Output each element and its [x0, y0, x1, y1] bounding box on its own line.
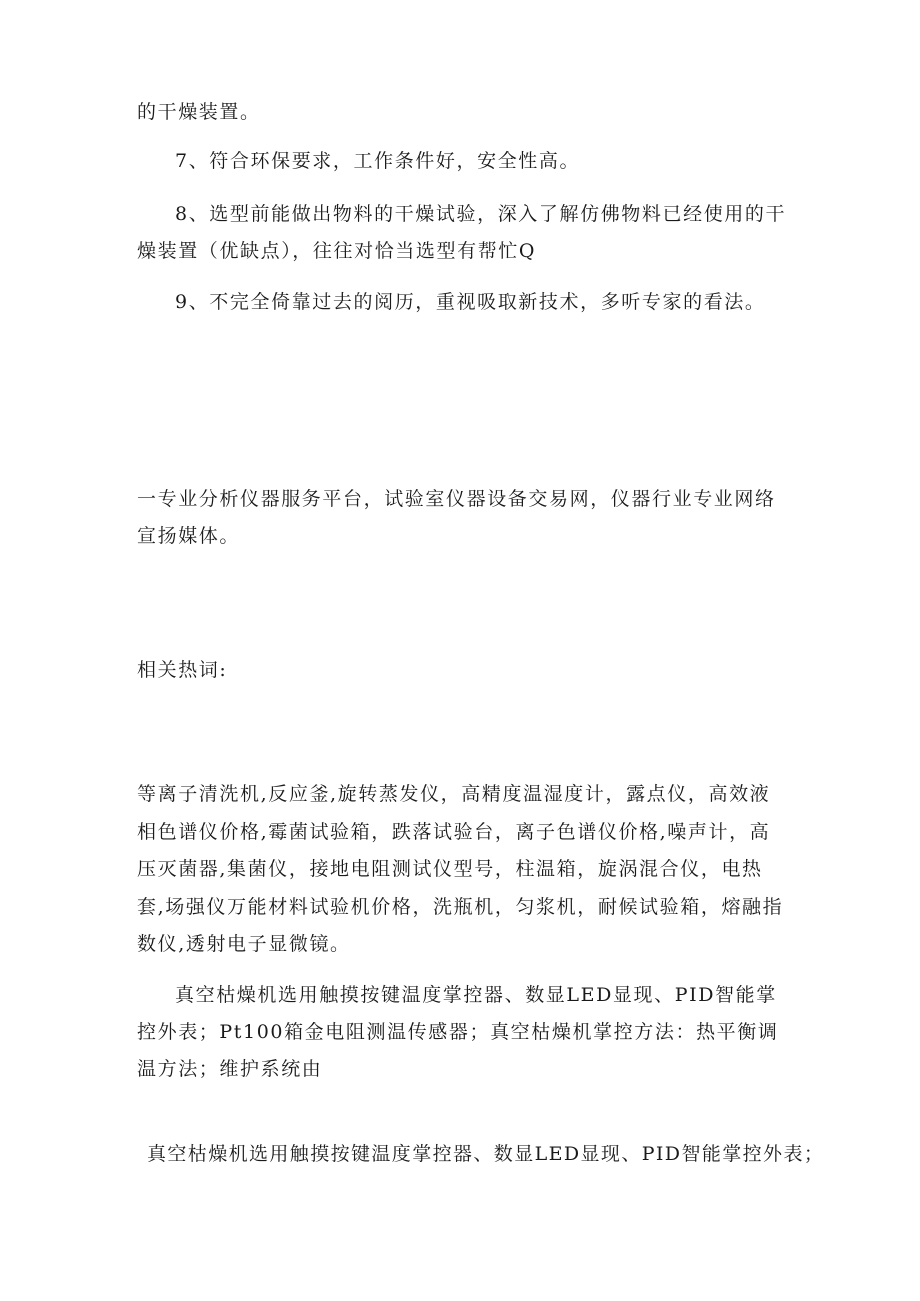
paragraph-item-8: 8、选型前能做出物料的干燥试验，深入了解仿佛物料已经使用的干燥装置（优缺点），往往对恰当选型有帮忙Q — [137, 203, 787, 262]
paragraph-item-7: 7、符合环保要求，工作条件好，安全性高。 — [175, 150, 581, 172]
related-keywords-heading: 相关热词: — [137, 659, 228, 681]
paragraph-vacuum-dryer-summary: 真空枯燥机选用触摸按键温度掌控器、数显LED显现、PID智能掌控外表； — [147, 1143, 825, 1165]
paragraph-item-9: 9、不完全倚靠过去的阅历，重视吸取新技术，多听专家的看法。 — [175, 291, 766, 313]
paragraph-platform-description: 一专业分析仪器服务平台，试验室仪器设备交易网，仪器行业专业网络宣扬媒体。 — [137, 488, 776, 547]
related-keywords-list: 等离子清洗机,反应釜,旋转蒸发仪，高精度温湿度计，露点仪，高效液相色谱仪价格,霉菌试验箱，跌落试验台，离子色谱仪价格,噪声计，高压灭菌器,集菌仪，接地电阻测试仪型号，柱温箱，旋涡混合仪，电热套,场强仪万能材料试验机价格，洗瓶机，匀浆机，耐候试验箱，熔融指数仪,透射电子显微镜。 — [137, 783, 784, 955]
paragraph-vacuum-dryer-controls: 真空枯燥机选用触摸按键温度掌控器、数显LED显现、PID智能掌控外表；Pt100箱金电阻测温传感器；真空枯燥机掌控方法：热平衡调温方法；维护系统由 — [137, 984, 779, 1080]
paragraph-drying-device-tail: 的干燥装置。 — [137, 101, 261, 123]
